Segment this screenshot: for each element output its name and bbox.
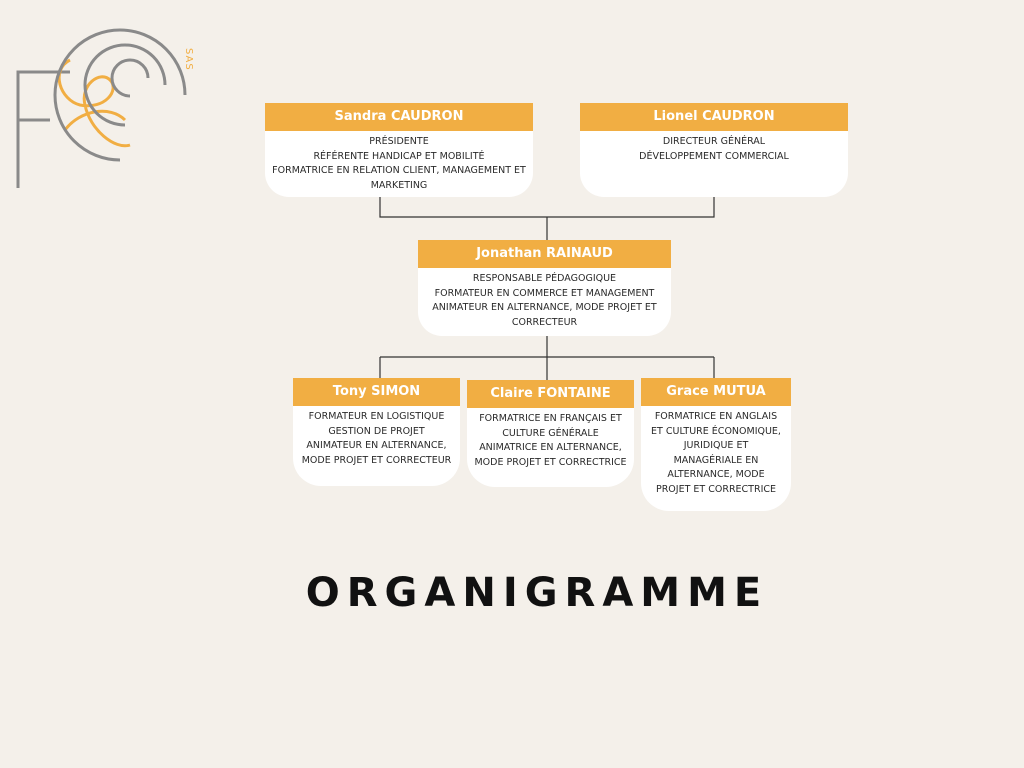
role-line: DÉVELOPPEMENT COMMERCIAL [639, 150, 789, 162]
person-name: Jonathan RAINAUD [418, 240, 671, 268]
role-line: RÉFÉRENTE HANDICAP ET MOBILITÉ [313, 150, 485, 162]
person-roles [580, 131, 848, 197]
person-name: Claire FONTAINE [467, 380, 634, 408]
person-name: Lionel CAUDRON [580, 103, 848, 131]
person-roles [467, 408, 634, 487]
role-line: FORMATRICE EN ANGLAIS ET CULTURE ÉCONOMIQUE, JURIDIQUE ET MANAGÉRIALE EN ALTERNANCE, MODE PROJET ET CORRECTRICE [651, 411, 781, 495]
role-line: RESPONSABLE PÉDAGOGIQUE [472, 273, 617, 284]
card-lionel-caudron [580, 103, 848, 197]
role-line: FORMATRICE EN FRANÇAIS ET CULTURE GÉNÉRALE [479, 413, 622, 439]
role-line: ANIMATEUR EN ALTERNANCE, MODE PROJET ET CORRECTEUR [301, 440, 452, 466]
role-line: FORMATEUR EN LOGISTIQUE [308, 411, 445, 422]
role-line: DIRECTEUR GÉNÉRAL [662, 136, 766, 147]
person-name: Tony SIMON [293, 378, 460, 406]
person-roles [641, 406, 791, 511]
card-sandra-caudron [265, 103, 533, 197]
role-line: FORMATEUR EN COMMERCE ET MANAGEMENT [434, 287, 655, 299]
person-name: Sandra CAUDRON [265, 103, 533, 131]
role-line: PRÉSIDENTE [369, 136, 429, 147]
card-tony-simon [293, 378, 460, 486]
person-name: Grace MUTUA [641, 378, 791, 406]
person-roles [418, 268, 671, 336]
role-line: ANIMATEUR EN ALTERNANCE, MODE PROJET ET CORRECTEUR [432, 302, 657, 328]
card-claire-fontaine [467, 380, 634, 487]
card-grace-mutua [641, 378, 791, 511]
card-jonathan-rainaud [418, 240, 671, 336]
person-roles [293, 406, 460, 486]
logo-sas-text: SAS [183, 48, 194, 71]
person-roles [265, 131, 533, 197]
role-line: ANIMATRICE EN ALTERNANCE, MODE PROJET ET CORRECTRICE [474, 442, 627, 468]
role-line: FORMATRICE EN RELATION CLIENT, MANAGEMENT ET MARKETING [272, 165, 526, 191]
company-logo [10, 10, 210, 195]
page-title: ORGANIGRAMME [305, 570, 769, 616]
role-line: GESTION DE PROJET [328, 425, 425, 437]
